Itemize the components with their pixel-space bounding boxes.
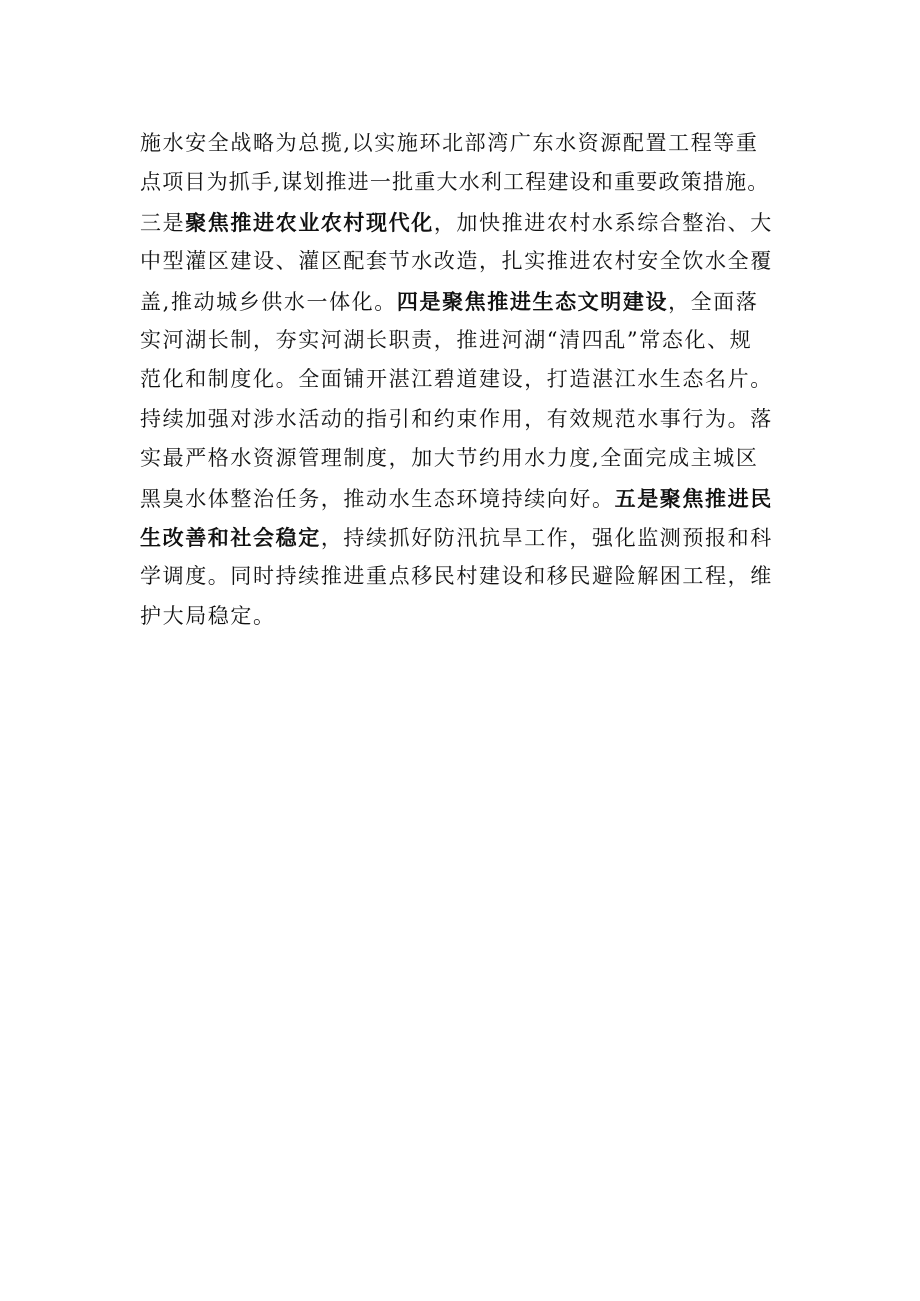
bold-heading-segment: 四是聚焦推进生态文明建设	[396, 288, 669, 314]
text-line	[140, 242, 840, 281]
text-line	[140, 597, 840, 636]
text-line	[140, 439, 840, 478]
text-segment: 施水安全战略为总揽,以实施环北部湾广东水资源配置工程等重	[140, 131, 759, 155]
body-text	[140, 124, 840, 636]
text-line	[140, 124, 840, 163]
text-segment: 中型灌区建设、灌区配套节水改造，扎实推进农村安全饮水全覆	[140, 249, 773, 274]
text-line	[140, 518, 840, 557]
text-line	[140, 479, 840, 518]
text-segment: 盖,推动城乡供水一体化。	[140, 289, 397, 314]
text-segment: 持续加强对涉水活动的指引和约束作用，有效规范水事行为。落	[140, 406, 773, 431]
text-line	[140, 400, 840, 439]
text-segment: 范化和制度化。全面铺开湛江碧道建设，打造湛江水生态名片。	[140, 367, 773, 392]
text-line	[140, 203, 840, 242]
text-line	[140, 163, 840, 202]
bold-heading-segment: 生改善和社会稳定	[140, 524, 321, 550]
text-segment: 黑臭水体整治任务，推动水生态环境持续向好。	[140, 486, 615, 511]
text-segment: ，持续抓好防汛抗旱工作，强化监测预报和科	[320, 525, 773, 550]
text-line	[140, 321, 840, 360]
text-line	[140, 282, 840, 321]
text-segment: 护大局稳定。	[140, 603, 276, 628]
text-segment: 学调度。同时持续推进重点移民村建设和移民避险解困工程，维	[140, 564, 773, 589]
text-line	[140, 557, 840, 596]
text-segment: 三是	[140, 210, 186, 235]
bold-heading-segment: 五是聚焦推进民	[614, 485, 773, 511]
text-segment: ，全面落	[668, 289, 759, 314]
text-segment: 实最严格水资源管理制度，加大节约用水力度,全面完成主城区	[140, 446, 759, 471]
text-line	[140, 360, 840, 399]
text-segment: ，加快推进农村水系综合整治、大	[433, 210, 773, 235]
bold-heading-segment: 聚焦推进农业农村现代化	[185, 209, 434, 235]
text-segment: 实河湖长制，夯实河湖长职责，推进河湖“清四乱”常态化、规	[140, 327, 753, 352]
text-segment: 点项目为抓手,谋划推进一批重大水利工程建设和重要政策措施。	[140, 170, 770, 195]
